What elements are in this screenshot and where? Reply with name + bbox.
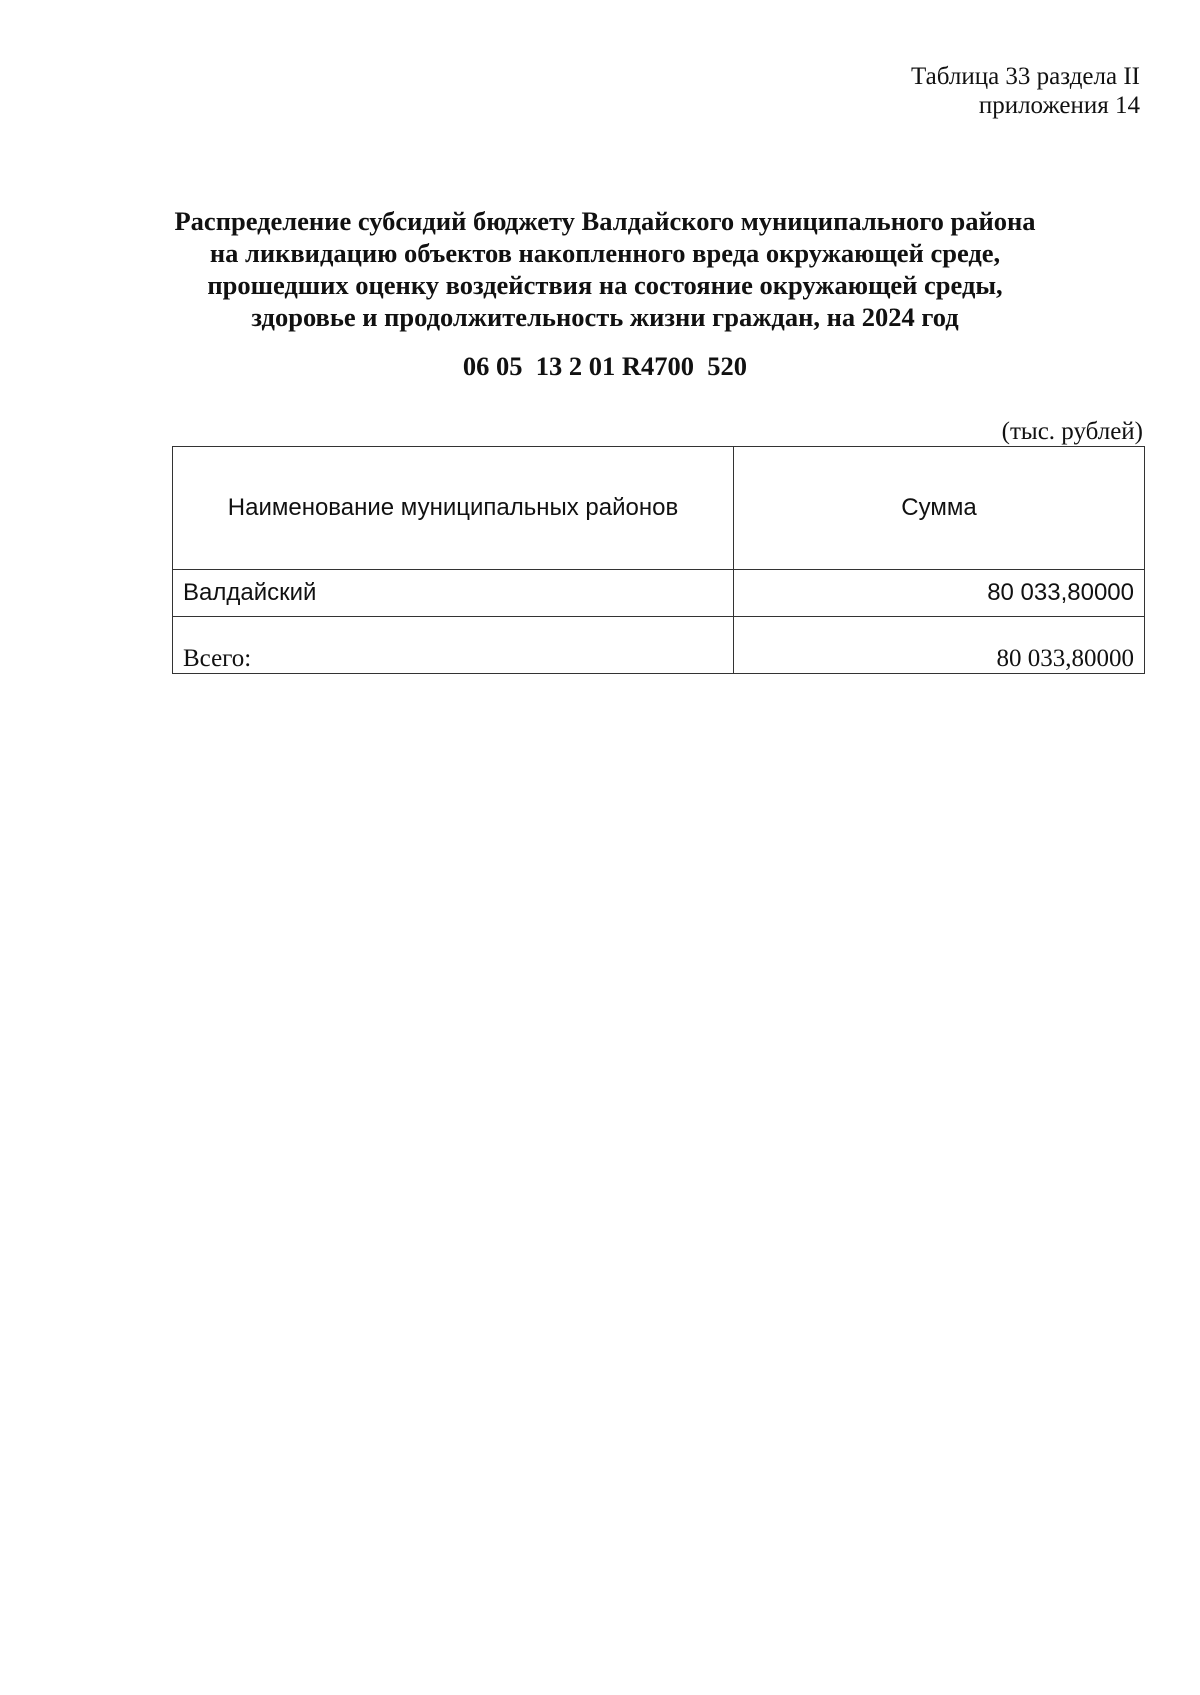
units-note: (тыс. рублей): [1001, 418, 1143, 445]
total-amount-cell: 80 033,80000: [734, 617, 1145, 674]
district-name-cell: Валдайский: [173, 570, 734, 617]
column-header-district: Наименование муниципальных районов: [173, 447, 734, 570]
table-row: [173, 570, 1145, 617]
title-line-3: прошедших оценку воздействия на состояние окружающей среды,: [207, 270, 1003, 300]
total-label-cell: Всего:: [173, 617, 734, 674]
appendix-ref-line-1: Таблица 33 раздела II: [911, 63, 1140, 90]
document-title: [150, 205, 1060, 333]
subsidy-allocation-table: [172, 446, 1145, 674]
table-total-row: [173, 617, 1145, 674]
title-line-1: Распределение субсидий бюджету Валдайского муниципального района: [174, 206, 1036, 236]
title-line-4: здоровье и продолжительность жизни граждан, на 2024 год: [251, 302, 959, 332]
budget-classification-code: 06 05 13 2 01 R4700 520: [462, 351, 748, 381]
amount-cell: 80 033,80000: [734, 570, 1145, 617]
title-line-2: на ликвидацию объектов накопленного вреда окружающей среде,: [209, 238, 1001, 268]
appendix-ref-line-2: приложения 14: [978, 92, 1140, 119]
column-header-amount: Сумма: [734, 447, 1145, 570]
appendix-reference: [911, 62, 1140, 120]
table-header-row: [173, 447, 1145, 570]
